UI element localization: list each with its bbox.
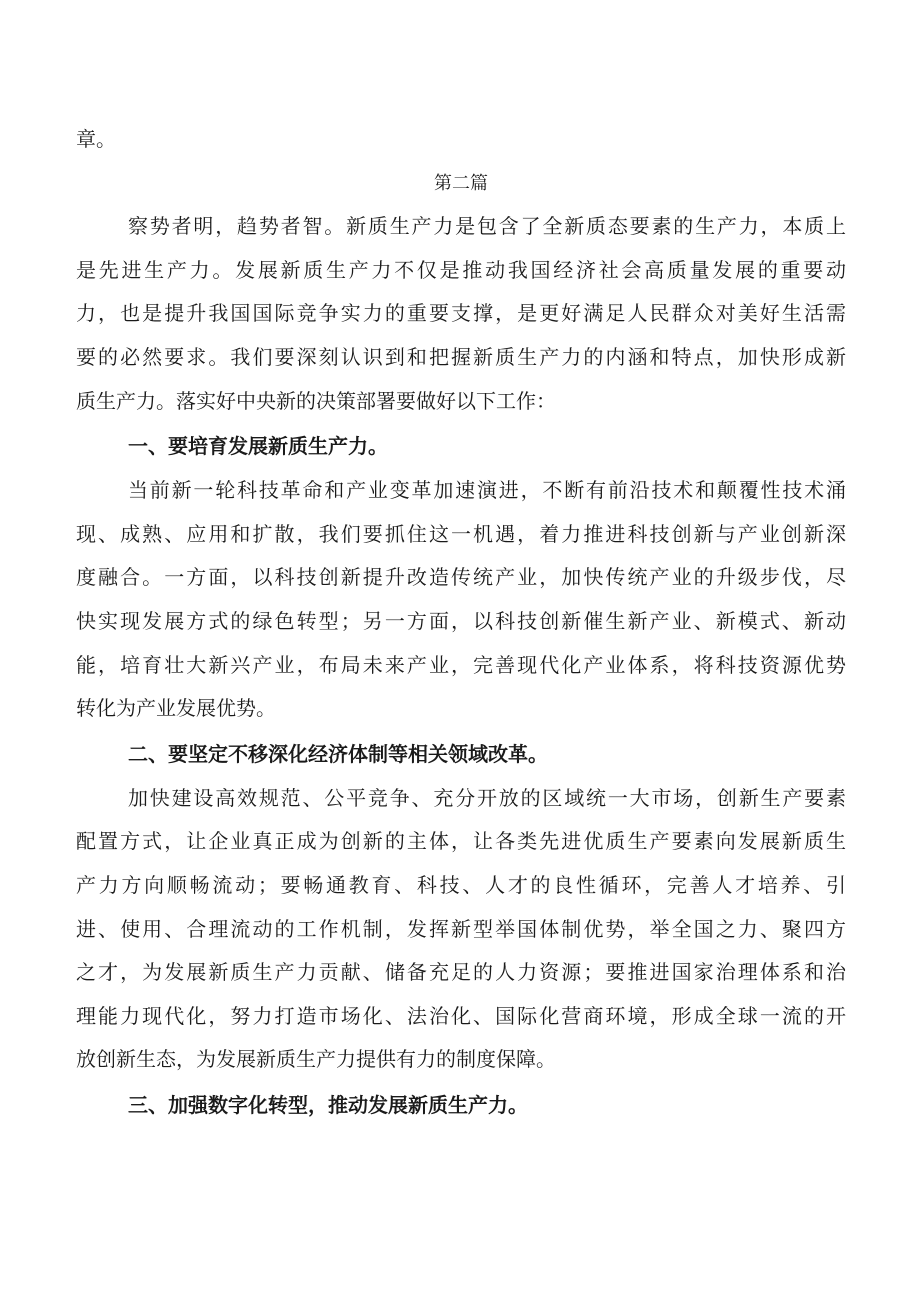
paragraph-line: 理能力现代化，努力打造市场化、法治化、国际化营商环境，形成全球一流的开: [76, 1003, 846, 1028]
paragraph-line: 是先进生产力。发展新质生产力不仅是推动我国经济社会高质量发展的重要动: [76, 257, 846, 282]
paragraph-line: 加快建设高效规范、公平竞争、充分开放的区域统一大市场，创新生产要素: [128, 785, 846, 810]
paragraph-line: 度融合。一方面，以科技创新提升改造传统产业，加快传统产业的升级步伐，尽: [76, 565, 846, 590]
paragraph-2: [76, 777, 846, 1082]
paragraph-line: 要的必然要求。我们要深刻认识到和把握新质生产力的内涵和特点，加快形成新: [76, 344, 846, 369]
paragraph-line: 快实现发展方式的绿色转型；另一方面，以科技创新催生新产业、新模式、新动: [76, 608, 846, 633]
section-heading-1: 一、要培育发展新质生产力。: [128, 434, 388, 459]
paragraph-line: 放创新生态，为发展新质生产力提供有力的制度保障。: [76, 1047, 556, 1072]
paragraph-line: 当前新一轮科技革命和产业变革加速演进，不断有前沿技术和颠覆性技术涌: [128, 478, 846, 503]
paragraph-line: 转化为产业发展优势。: [76, 696, 276, 721]
paragraph-line: 能，培育壮大新兴产业，布局未来产业，完善现代化产业体系，将科技资源优势: [76, 652, 846, 677]
paragraph-line: 质生产力。落实好中央新的决策部署要做好以下工作：: [76, 388, 556, 413]
paragraph-line: 配置方式，让企业真正成为创新的主体，让各类先进优质生产要素向发展新质生: [76, 829, 846, 854]
section-heading-3: 三、加强数字化转型，推动发展新质生产力。: [128, 1092, 528, 1117]
document-page: [76, 118, 846, 1128]
section-heading-2: 二、要坚定不移深化经济体制等相关领域改革。: [128, 741, 548, 766]
section-title: 第二篇: [434, 172, 488, 194]
paragraph-line: 察势者明，趋势者智。新质生产力是包含了全新质态要素的生产力，本质上: [128, 214, 846, 239]
paragraph-line: 进、使用、合理流动的工作机制，发挥新型举国体制优势，举全国之力、聚四方: [76, 916, 846, 941]
lead-fragment: 章。: [76, 127, 116, 151]
paragraph-1: [76, 469, 846, 731]
paragraph-line: 现、成熟、应用和扩散，我们要抓住这一机遇，着力推进科技创新与产业创新深: [76, 521, 846, 546]
paragraph-line: 力，也是提升我国国际竞争实力的重要支撑，是更好满足人民群众对美好生活需: [76, 301, 846, 326]
intro-paragraph: [76, 205, 846, 423]
paragraph-line: 产力方向顺畅流动；要畅通教育、科技、人才的良性循环，完善人才培养、引: [76, 872, 846, 897]
paragraph-line: 之才，为发展新质生产力贡献、储备充足的人力资源；要推进国家治理体系和治: [76, 960, 846, 985]
